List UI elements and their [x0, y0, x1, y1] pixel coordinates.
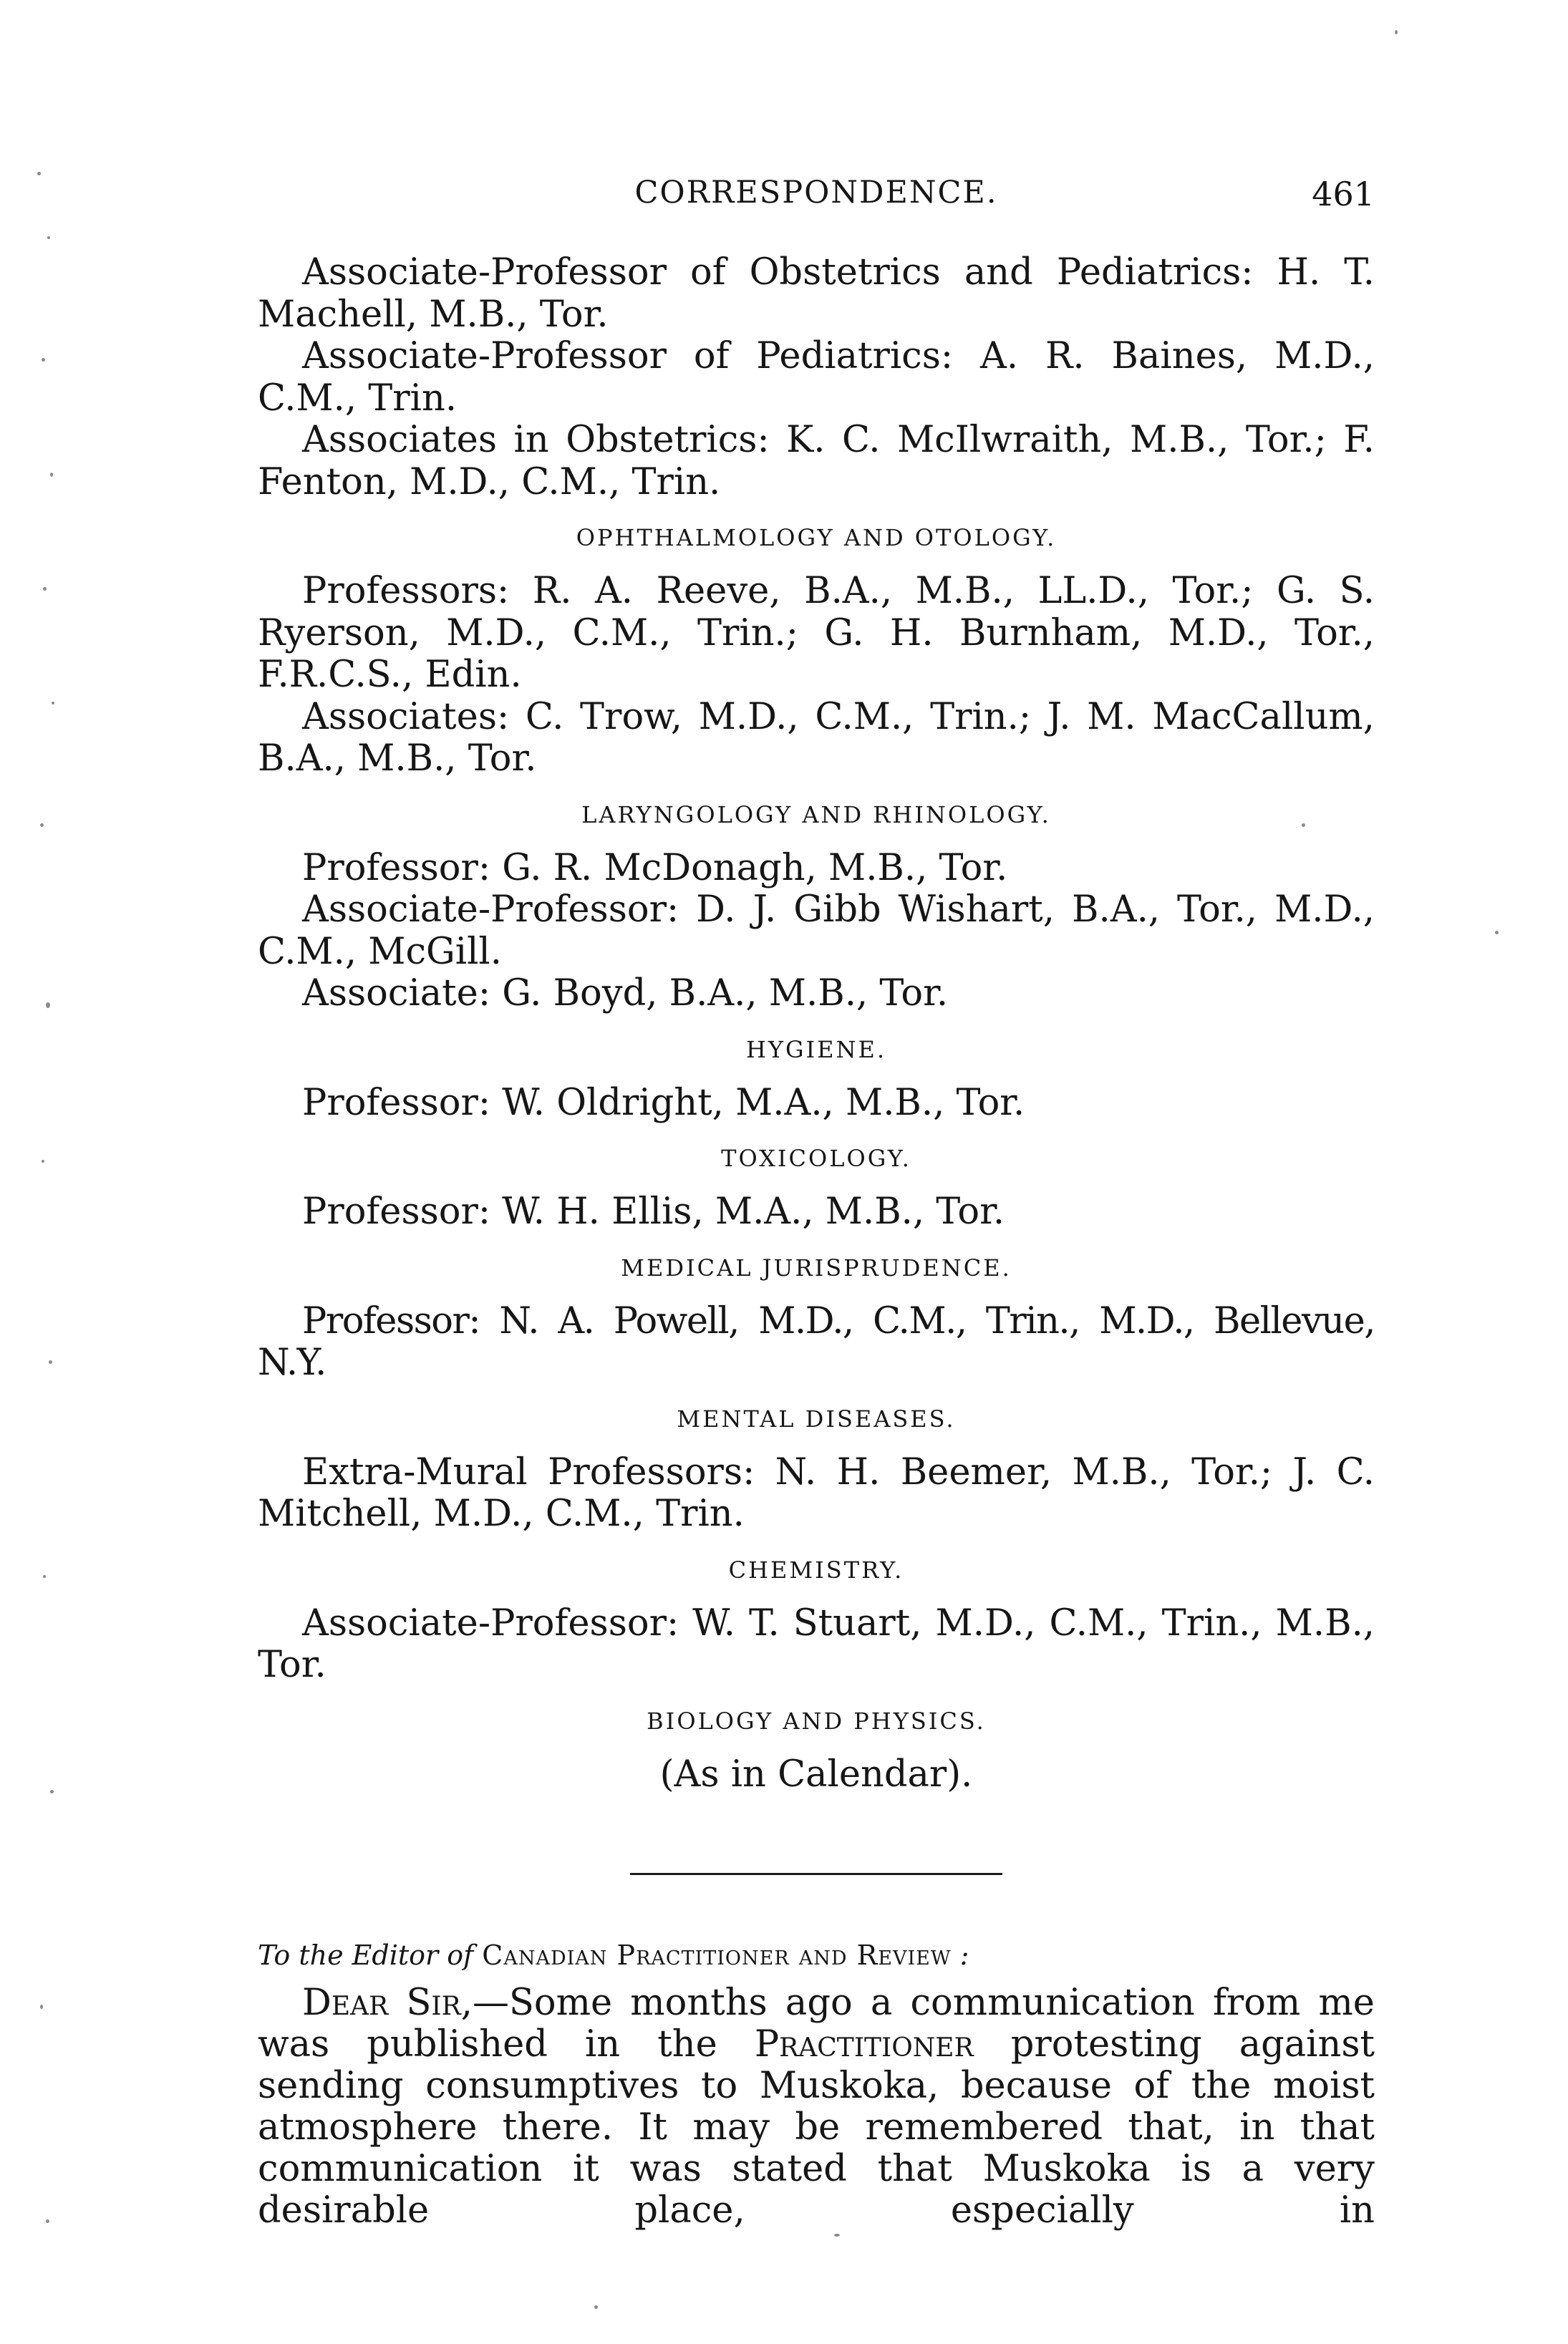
salutation-prefix: To the Editor of [258, 1939, 483, 1971]
faculty-entry: Associates in Obstetrics: K. C. McIlwraith, M.B., Tor.; F. Fenton, M.D., C.M., Trin. [258, 419, 1375, 503]
faculty-entry: Extra-Mural Professors: N. H. Beemer, M.B., Tor.; J. C. Mitchell, M.D., C.M., Trin. [258, 1451, 1375, 1535]
section-mental-diseases [258, 1385, 1375, 1536]
faculty-entry: Professor: G. R. McDonagh, M.B., Tor. [302, 846, 1008, 889]
text-column [258, 252, 1375, 2232]
faculty-entry: Associate-Professor: D. J. Gibb Wishart, B.A., Tor., M.D., C.M., McGill. [258, 888, 1375, 973]
letter-opening: Dear Sir, [302, 1982, 473, 2024]
faculty-entry: Professor: N. A. Powell, M.D., C.M., Trin., M.D., Bellevue, N.Y. [258, 1299, 1375, 1384]
faculty-entry: Associate: G. Boyd, B.A., M.B., Tor. [302, 972, 949, 1014]
journal-name: Canadian Practitioner and Review [482, 1939, 952, 1971]
section-medical-jurisprudence [258, 1234, 1375, 1385]
journal-reference: Practitioner [754, 2023, 974, 2065]
page-number: 461 [1312, 175, 1375, 213]
section-heading: OPHTHALMOLOGY AND OTOLOGY. [576, 524, 1057, 551]
section-heading: MENTAL DISEASES. [677, 1405, 956, 1433]
letter-body [258, 1982, 1375, 2232]
section-divider [630, 1873, 1002, 1875]
section-heading: BIOLOGY AND PHYSICS. [647, 1707, 986, 1735]
section-biology-physics [258, 1687, 1375, 1796]
section-ophthalmology-otology [258, 503, 1375, 780]
section-toxicology [258, 1124, 1375, 1234]
faculty-entry: (As in Calendar). [659, 1753, 973, 1796]
letter-salutation [258, 1938, 1375, 1972]
faculty-entry: Professor: W. H. Ellis, M.A., M.B., Tor. [302, 1191, 1005, 1233]
faculty-entry: Professors: R. A. Reeve, B.A., M.B., LL.D., Tor.; G. S. Ryerson, M.D., C.M., Trin.; G. H. Burnham, M.D., Tor., F.R.C.S., Edin. [258, 570, 1375, 696]
faculty-entry: Professor: W. Oldright, M.A., M.B., Tor. [302, 1081, 1025, 1124]
section-heading: CHEMISTRY. [728, 1556, 904, 1584]
faculty-entry: Associate-Professor: W. T. Stuart, M.D., C.M., Trin., M.B., Tor. [258, 1602, 1375, 1686]
section-laryngology-rhinology [258, 780, 1375, 1015]
section-heading: HYGIENE. [745, 1035, 887, 1063]
section-hygiene [258, 1015, 1375, 1125]
salutation-suffix: : [951, 1939, 969, 1971]
section-obstetrics-pediatrics [258, 252, 1375, 503]
running-title: CORRESPONDENCE. [634, 175, 998, 210]
running-header [258, 175, 1375, 225]
faculty-entry: Associate-Professor of Pediatrics: A. R. Baines, M.D., C.M., Trin. [258, 335, 1375, 420]
section-heading: MEDICAL JURISPRUDENCE. [621, 1254, 1012, 1282]
section-chemistry [258, 1536, 1375, 1687]
letter-body-rest: protesting against sending consumptives to Muskoka, because of the moist atmosphere there. It may be remembered that, in that communication it was stated that Muskoka is a very desirable place, especially in [258, 2023, 1375, 2232]
letter-body-lead: —Some months ago a communication from me was published in the [258, 1982, 1375, 2065]
section-heading: LARYNGOLOGY AND RHINOLOGY. [581, 800, 1051, 828]
faculty-entry: Associate-Professor of Obstetrics and Pediatrics: H. T. Machell, M.B., Tor. [258, 251, 1375, 336]
section-heading: TOXICOLOGY. [721, 1145, 911, 1172]
faculty-entry: Associates: C. Trow, M.D., C.M., Trin.; J. M. MacCallum, B.A., M.B., Tor. [258, 695, 1375, 780]
